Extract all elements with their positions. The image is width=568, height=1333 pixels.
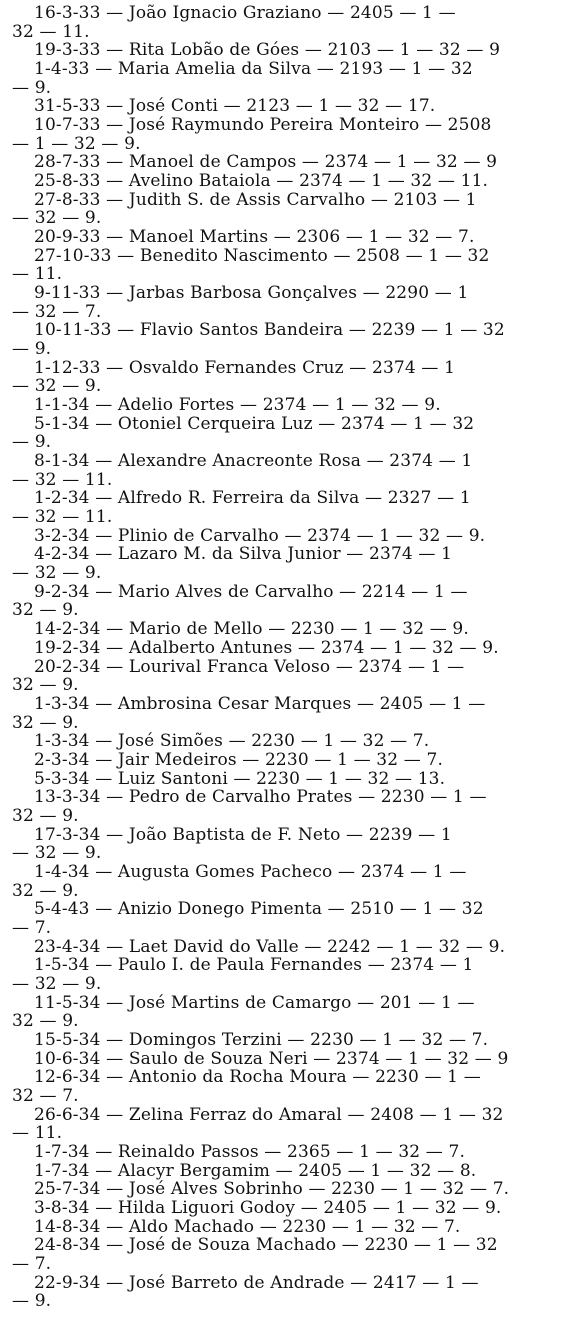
entry-line: 1-1-34 — Adelio Fortes — 2374 — 1 — 32 — 9. <box>34 395 441 416</box>
entry-line: 3-8-34 — Hilda Liguori Godoy — 2405 — 1 — 32 — 9. <box>34 1197 502 1218</box>
entry-line: 9-2-34 — Mario Alves de Carvalho — 2214 — 1 — <box>34 581 468 602</box>
entry-line: 4-2-34 — Lazaro M. da Silva Junior — 2374 — 1 <box>34 544 453 565</box>
entry-line: 22-9-34 — José Barreto de Andrade — 2417 — 1 — <box>34 1272 479 1293</box>
entry-continuation: 32 — 7. <box>12 1085 79 1106</box>
entry-line: 1-5-34 — Paulo I. de Paula Fernandes — 2374 — 1 <box>34 955 474 976</box>
entry-continuation: — 32 — 9. <box>12 376 102 397</box>
entry-line: 3-2-34 — Plinio de Carvalho — 2374 — 1 — 32 — 9. <box>34 525 486 546</box>
entry-continuation: — 7. <box>12 917 52 938</box>
entry-continuation: — 32 — 9. <box>12 843 102 864</box>
entry-line: 25-7-34 — José Alves Sobrinho — 2230 — 1 — 32 — 7. <box>34 1179 510 1200</box>
entry-line: 10-6-34 — Saulo de Souza Neri — 2374 — 1 — 32 — 9 <box>34 1048 509 1069</box>
entry-line: 5-4-43 — Anizio Donego Pimenta — 2510 — 1 — 32 <box>34 899 484 920</box>
entry-line: 10-7-33 — José Raymundo Pereira Monteiro — 2508 <box>34 115 492 136</box>
entry-line: 14-8-34 — Aldo Machado — 2230 — 1 — 32 — 7. <box>34 1216 461 1237</box>
entry-line: 28-7-33 — Manoel de Campos — 2374 — 1 — 32 — 9 <box>34 152 498 173</box>
entry-continuation: 32 — 9. <box>12 600 79 621</box>
entry-continuation: 32 — 11. <box>12 21 90 42</box>
entry-line: 1-7-34 — Reinaldo Passos — 2365 — 1 — 32 — 7. <box>34 1141 466 1162</box>
entry-line: 2-3-34 — Jair Medeiros — 2230 — 1 — 32 — 7. <box>34 749 444 770</box>
entry-continuation: 32 — 9. <box>12 712 79 733</box>
entry-continuation: — 32 — 11. <box>12 507 113 528</box>
entry-continuation: — 32 — 7. <box>12 301 102 322</box>
entry-continuation: — 32 — 9. <box>12 973 102 994</box>
entry-continuation: — 32 — 9. <box>12 563 102 584</box>
entry-line: 26-6-34 — Zelina Ferraz do Amaral — 2408 — 1 — 32 <box>34 1104 504 1125</box>
entry-line: 20-2-34 — Lourival Franca Veloso — 2374 — 1 — <box>34 656 465 677</box>
entry-continuation: 32 — 9. <box>12 805 79 826</box>
entry-line: 20-9-33 — Manoel Martins — 2306 — 1 — 32 — 7. <box>34 227 475 248</box>
entry-line: 1-7-34 — Alacyr Bergamim — 2405 — 1 — 32 — 8. <box>34 1160 477 1181</box>
entry-continuation: — 11. <box>12 264 63 285</box>
entry-line: 5-3-34 — Luiz Santoni — 2230 — 1 — 32 — 13. <box>34 768 446 789</box>
entry-line: 12-6-34 — Antonio da Rocha Moura — 2230 — 1 — <box>34 1067 481 1088</box>
entry-line: 9-11-33 — Jarbas Barbosa Gonçalves — 2290 — 1 <box>34 283 469 304</box>
entry-line: 17-3-34 — João Baptista de F. Neto — 2239 — 1 <box>34 824 452 845</box>
entry-continuation: 32 — 9. <box>12 1011 79 1032</box>
entry-continuation: — 32 — 11. <box>12 469 113 490</box>
entry-line: 1-3-34 — José Simões — 2230 — 1 — 32 — 7. <box>34 731 430 752</box>
entry-continuation: — 9. <box>12 77 52 98</box>
entry-continuation: — 1 — 32 — 9. <box>12 133 141 154</box>
entry-line: 10-11-33 — Flavio Santos Bandeira — 2239 — 1 — 32 <box>34 320 505 341</box>
entry-line: 25-8-33 — Avelino Bataiola — 2374 — 1 — 32 — 11. <box>34 171 489 192</box>
entry-continuation: — 9. <box>12 432 52 453</box>
entry-line: 1-2-34 — Alfredo R. Ferreira da Silva — 2327 — 1 <box>34 488 471 509</box>
entry-continuation: — 32 — 9. <box>12 208 102 229</box>
entry-line: 24-8-34 — José de Souza Machado — 2230 — 1 — 32 <box>34 1235 498 1256</box>
entry-line: 27-10-33 — Benedito Nascimento — 2508 — 1 — 32 <box>34 245 490 266</box>
entry-line: 13-3-34 — Pedro de Carvalho Prates — 2230 — 1 — <box>34 787 487 808</box>
entry-line: 15-5-34 — Domingos Terzini — 2230 — 1 — 32 — 7. <box>34 1029 489 1050</box>
entry-line: 16-3-33 — João Ignacio Graziano — 2405 — 1 — <box>34 3 456 23</box>
entry-line: 31-5-33 — José Conti — 2123 — 1 — 32 — 17. <box>34 96 436 117</box>
entry-line: 5-1-34 — Otoniel Cerqueira Luz — 2374 — 1 — 32 <box>34 413 475 434</box>
entry-continuation: 32 — 9. <box>12 675 79 696</box>
entry-line: 1-4-33 — Maria Amelia da Silva — 2193 — 1 — 32 <box>34 59 473 79</box>
entry-line: 19-3-33 — Rita Lobão de Góes — 2103 — 1 — 32 — 9 <box>34 40 501 61</box>
entry-continuation: — 9. <box>12 339 52 360</box>
entry-line: 1-12-33 — Osvaldo Fernandes Cruz — 2374 — 1 <box>34 357 456 378</box>
entry-line: 1-3-34 — Ambrosina Cesar Marques — 2405 — 1 — <box>34 693 486 714</box>
entry-line: 8-1-34 — Alexandre Anacreonte Rosa — 2374 — 1 <box>34 451 473 472</box>
entry-continuation: — 11. <box>12 1123 63 1144</box>
entry-line: 11-5-34 — José Martins de Camargo — 201 — 1 — <box>34 992 475 1013</box>
entry-line: 14-2-34 — Mario de Mello — 2230 — 1 — 32 — 9. <box>34 619 469 640</box>
entry-line: 1-4-34 — Augusta Gomes Pacheco — 2374 — 1 — <box>34 861 467 882</box>
entry-continuation: 32 — 9. <box>12 880 79 901</box>
entry-continuation: — 9. <box>12 1291 52 1312</box>
entry-line: 27-8-33 — Judith S. de Assis Carvalho — 2103 — 1 <box>34 189 477 210</box>
entry-line: 23-4-34 — Laet David do Valle — 2242 — 1 — 32 — 9. <box>34 936 506 957</box>
entry-continuation: — 7. <box>12 1253 52 1274</box>
entry-line: 19-2-34 — Adalberto Antunes — 2374 — 1 — 32 — 9. <box>34 637 499 658</box>
